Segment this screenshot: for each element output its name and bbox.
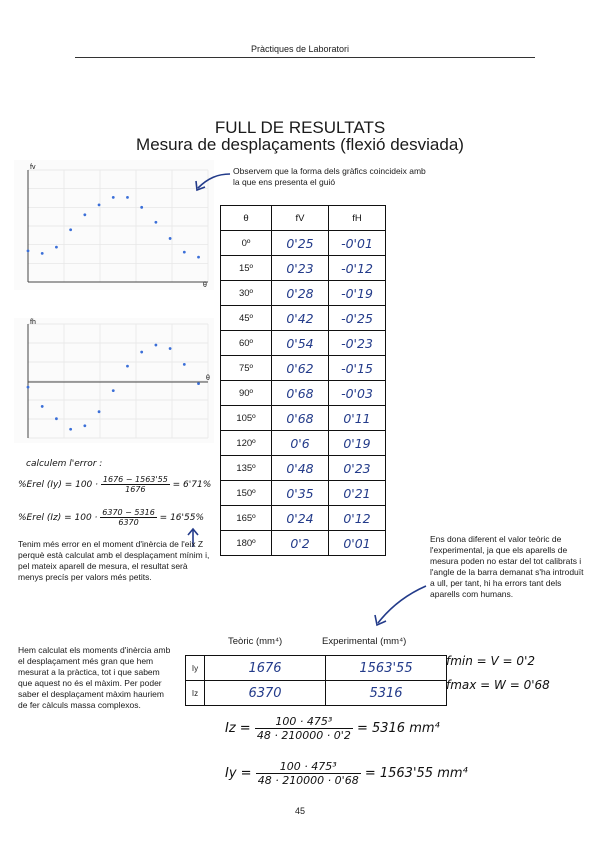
results-cell: 0º (221, 231, 272, 256)
moments-header-theory: Teòric (mm⁴) (228, 636, 283, 647)
page-title: FULL DE RESULTATS (214, 118, 386, 137)
moments-row (186, 656, 447, 681)
data-point (55, 417, 58, 420)
results-cell: 180º (221, 531, 272, 556)
results-cell: 0'01 (329, 531, 386, 556)
chart-fv (14, 160, 214, 290)
moments-table (185, 655, 447, 706)
results-cell: 75º (221, 356, 272, 381)
results-cell: -0'19 (329, 281, 386, 306)
data-point (83, 213, 86, 216)
chart-fh (14, 318, 214, 443)
chart-fv-background (14, 160, 214, 290)
results-cell: -0'12 (329, 256, 386, 281)
data-point (41, 252, 44, 255)
results-row (221, 506, 386, 531)
results-cell: 0'24 (272, 506, 329, 531)
iz-formula (225, 715, 440, 742)
data-point (154, 221, 157, 224)
iz-lhs: Iz = (225, 721, 251, 736)
error-iy-fraction (101, 475, 170, 494)
data-point (140, 206, 143, 209)
page-subtitle: Mesura de desplaçaments (flexió desviada) (136, 135, 464, 154)
data-point (112, 196, 115, 199)
results-cell: 90º (221, 381, 272, 406)
chart-fv-xlabel: θ (203, 282, 207, 289)
moments-cell-exp: 5316 (326, 681, 447, 706)
results-cell: 0'23 (272, 256, 329, 281)
arrow-to-charts-icon (190, 170, 235, 200)
error-iz-lhs: %Erel (Iz) = 100 · (18, 513, 98, 523)
iy-result: = 1563'55 mm⁴ (364, 766, 468, 781)
data-point (183, 363, 186, 366)
results-cell: 0'11 (329, 406, 386, 431)
results-cell: -0'01 (329, 231, 386, 256)
error-iy-formula (18, 475, 211, 494)
results-cell: -0'03 (329, 381, 386, 406)
data-point (112, 389, 115, 392)
results-cell: 30º (221, 281, 272, 306)
results-cell: 0'21 (329, 481, 386, 506)
data-point (126, 365, 129, 368)
results-header-cell: θ (221, 206, 272, 231)
data-point (41, 405, 44, 408)
moments-row (186, 681, 447, 706)
results-cell: 0'35 (272, 481, 329, 506)
results-row (221, 356, 386, 381)
results-cell: 0'23 (329, 456, 386, 481)
data-point (126, 196, 129, 199)
results-row (221, 331, 386, 356)
arrow-to-moments-icon (370, 583, 430, 628)
data-point (69, 228, 72, 231)
chart-fh-background (14, 318, 214, 443)
data-point (27, 249, 30, 252)
results-cell: 150º (221, 481, 272, 506)
error-iy-denominator: 1676 (125, 485, 146, 494)
chart-note: Observem que la forma dels gràfics coincideix amb la que ens presenta el guió (233, 166, 426, 187)
results-cell: 0'54 (272, 331, 329, 356)
data-point (83, 424, 86, 427)
results-cell: 0'25 (272, 231, 329, 256)
error-iy-lhs: %Erel (Iy) = 100 · (18, 480, 99, 490)
error-note: Tenim més error en el moment d'inèrcia de l'eix Z perquè està calculat amb el desplaçament mínim i, pel mateix aparell de mesura, el resultat serà menys precís per valors més petits. (18, 539, 210, 582)
data-point (98, 410, 101, 413)
results-header-cell: fH (329, 206, 386, 231)
iy-lhs: Iy = (225, 766, 252, 781)
error-iy-numerator: 1676 − 1563'55 (102, 475, 168, 484)
results-cell: 0'62 (272, 356, 329, 381)
results-row (221, 306, 386, 331)
results-cell: 0'12 (329, 506, 386, 531)
results-cell: 0'68 (272, 406, 329, 431)
page-number: 45 (294, 806, 305, 816)
moments-note: Hem calculat els moments d'inèrcia amb el desplaçament més gran que hem mesurat a la pràctica, tot i que sabem que aquest no és el màxim. Per poder saber el desplaçament màxim hauriem de fer càlculs massa complexos. (18, 645, 171, 710)
results-row (221, 481, 386, 506)
results-cell: 45º (221, 306, 272, 331)
chart-fh-ylabel: fh (30, 319, 36, 326)
moments-cell-label: Iz (186, 681, 205, 706)
iz-denominator: 48 · 210000 · 0'2 (256, 729, 351, 742)
error-iz-fraction (100, 508, 157, 527)
iy-numerator: 100 · 475³ (256, 760, 361, 774)
results-header-cell: fV (272, 206, 329, 231)
results-cell: -0'23 (329, 331, 386, 356)
moments-cell-theory: 1676 (205, 656, 326, 681)
results-row (221, 231, 386, 256)
results-header-row (221, 206, 386, 231)
running-header: Pràctiques de Laboratori (250, 44, 350, 54)
results-cell: 0'28 (272, 281, 329, 306)
results-cell: 60º (221, 331, 272, 356)
data-point (169, 347, 172, 350)
error-iz-denominator: 6370 (118, 518, 139, 527)
data-point (98, 203, 101, 206)
results-row (221, 406, 386, 431)
fmax-formula: fmax = W = 0'68 (446, 678, 550, 692)
results-row (221, 281, 386, 306)
error-iy-result: = 6'71% (172, 480, 212, 490)
error-title: calculem l'error : (26, 459, 103, 469)
results-cell: 165º (221, 506, 272, 531)
results-cell: -0'15 (329, 356, 386, 381)
results-row (221, 256, 386, 281)
results-cell: 105º (221, 406, 272, 431)
results-cell: 0'2 (272, 531, 329, 556)
results-cell: 15º (221, 256, 272, 281)
iz-fraction (255, 715, 353, 742)
iz-result: = 5316 mm⁴ (356, 721, 440, 736)
results-cell: 120º (221, 431, 272, 456)
data-point (140, 351, 143, 354)
error-iz-result: = 16'55% (159, 513, 205, 523)
error-iz-numerator: 6370 − 5316 (102, 508, 155, 517)
fmin-formula: fmin = V = 0'2 (446, 654, 535, 668)
moments-cell-exp: 1563'55 (326, 656, 447, 681)
data-point (27, 386, 30, 389)
data-point (183, 251, 186, 254)
results-cell: 0'48 (272, 456, 329, 481)
results-table (220, 205, 386, 556)
results-cell: 0'68 (272, 381, 329, 406)
results-row (221, 456, 386, 481)
results-row (221, 381, 386, 406)
data-point (55, 246, 58, 249)
chart-fv-ylabel: fv (30, 164, 36, 171)
iy-denominator: 48 · 210000 · 0'68 (257, 774, 359, 787)
results-cell: 135º (221, 456, 272, 481)
error-iz-formula (18, 508, 204, 527)
data-point (169, 237, 172, 240)
moments-header-exp: Experimental (mm⁴) (322, 636, 407, 647)
data-point (197, 382, 200, 385)
results-cell: 0'42 (272, 306, 329, 331)
header-divider (75, 57, 535, 58)
results-row (221, 531, 386, 556)
iy-fraction (256, 760, 361, 787)
results-row (221, 431, 386, 456)
results-cell: 0'6 (272, 431, 329, 456)
iz-numerator: 100 · 475³ (255, 715, 353, 729)
results-cell: 0'19 (329, 431, 386, 456)
chart-fh-xlabel: θ (206, 375, 210, 382)
moments-cell-theory: 6370 (205, 681, 326, 706)
data-point (197, 256, 200, 259)
iy-formula (225, 760, 468, 787)
results-cell: -0'25 (329, 306, 386, 331)
theory-note: Ens dona diferent el valor teòric de l'experimental, ja que els aparells de mesura poden no estar del tot calibrats i l'angle de la barra demanat s'ha introduït a ull, per tant, hi ha errors tant dels aparells com humans. (430, 534, 584, 599)
data-point (69, 428, 72, 431)
moments-cell-label: Iy (186, 656, 205, 681)
data-point (154, 344, 157, 347)
